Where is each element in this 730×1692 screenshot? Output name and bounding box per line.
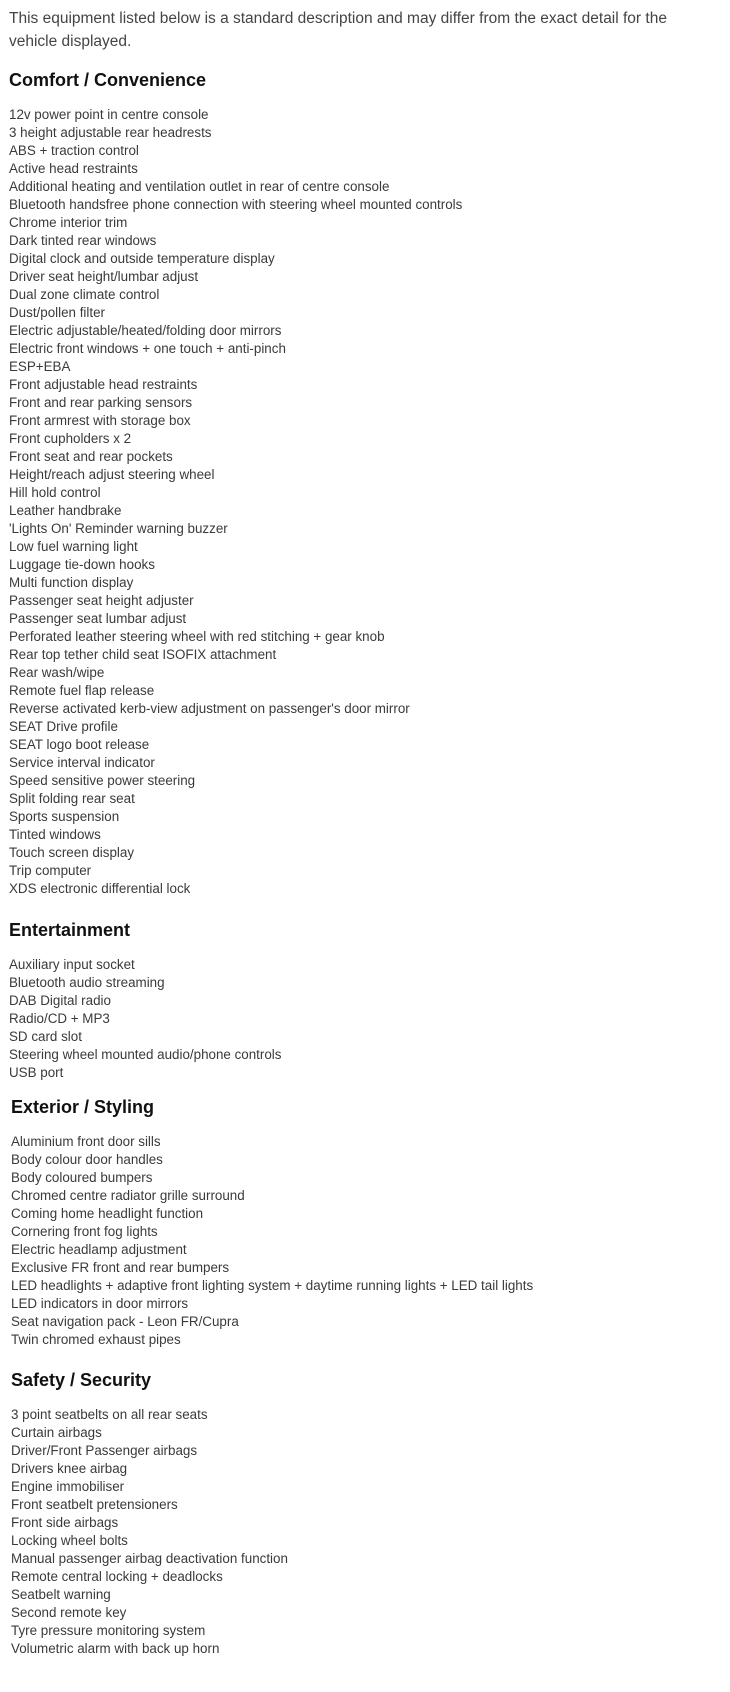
list-item: Perforated leather steering wheel with red stitching + gear knob — [9, 629, 385, 644]
list-item: ABS + traction control — [9, 143, 139, 158]
list-item: Second remote key — [11, 1605, 127, 1620]
list-item: 'Lights On' Reminder warning buzzer — [9, 521, 228, 536]
list-item: 3 point seatbelts on all rear seats — [11, 1407, 208, 1422]
list-item: Split folding rear seat — [9, 791, 135, 806]
list-item: Front armrest with storage box — [9, 413, 191, 428]
list-item: Chrome interior trim — [9, 215, 128, 230]
section-entertainment — [9, 919, 709, 1080]
list-item: Electric headlamp adjustment — [11, 1242, 187, 1257]
list-item: Front seat and rear pockets — [9, 449, 173, 464]
list-item: Coming home headlight function — [11, 1206, 204, 1221]
list-item: LED headlights + adaptive front lighting system + daytime running lights + LED tail lights — [11, 1278, 534, 1293]
section-title: Exterior / Styling — [11, 1097, 155, 1117]
list-item: Cornering front fog lights — [11, 1224, 158, 1239]
list-item: Reverse activated kerb-view adjustment on passenger's door mirror — [9, 701, 410, 716]
list-item: Steering wheel mounted audio/phone controls — [9, 1047, 282, 1062]
list-item: Body colour door handles — [11, 1152, 163, 1167]
list-item: Front side airbags — [11, 1515, 119, 1530]
list-item: 12v power point in centre console — [9, 107, 209, 122]
list-item: Remote central locking + deadlocks — [11, 1569, 223, 1584]
list-item: Bluetooth handsfree phone connection with steering wheel mounted controls — [9, 197, 463, 212]
list-item: Remote fuel flap release — [9, 683, 155, 698]
list-item: Service interval indicator — [9, 755, 155, 770]
list-item: XDS electronic differential lock — [9, 881, 191, 896]
list-item: Seatbelt warning — [11, 1587, 111, 1602]
list-item: Low fuel warning light — [9, 539, 138, 554]
list-item: Auxiliary input socket — [9, 957, 135, 972]
list-item: Dark tinted rear windows — [9, 233, 157, 248]
list-item: Speed sensitive power steering — [9, 773, 196, 788]
list-item: Seat navigation pack - Leon FR/Cupra — [11, 1314, 239, 1329]
section-safety-security — [11, 1369, 711, 1656]
list-item: Front seatbelt pretensioners — [11, 1497, 178, 1512]
list-item: Electric adjustable/heated/folding door mirrors — [9, 323, 282, 338]
list-item: USB port — [9, 1065, 64, 1080]
list-item: DAB Digital radio — [9, 993, 111, 1008]
list-item: SEAT logo boot release — [9, 737, 150, 752]
list-item: Body coloured bumpers — [11, 1170, 153, 1185]
list-item: Front adjustable head restraints — [9, 377, 198, 392]
equipment-list — [9, 106, 462, 898]
list-item: Tyre pressure monitoring system — [11, 1623, 206, 1638]
list-item: Trip computer — [9, 863, 92, 878]
list-item: Passenger seat height adjuster — [9, 593, 194, 608]
list-item: Exclusive FR front and rear bumpers — [11, 1260, 230, 1275]
list-item: Active head restraints — [9, 161, 138, 176]
section-comfort-convenience — [9, 69, 709, 896]
list-item: Manual passenger airbag deactivation function — [11, 1551, 288, 1566]
list-item: Volumetric alarm with back up horn — [11, 1641, 220, 1656]
list-item: Bluetooth audio streaming — [9, 975, 165, 990]
list-item: Drivers knee airbag — [11, 1461, 128, 1476]
list-item: Curtain airbags — [11, 1425, 102, 1440]
list-item: Dual zone climate control — [9, 287, 160, 302]
intro-text: This equipment listed below is a standard description and may differ from the exact detail for the vehicle displayed. — [9, 10, 667, 50]
list-item: Rear top tether child seat ISOFIX attachment — [9, 647, 277, 662]
list-item: Engine immobiliser — [11, 1479, 125, 1494]
list-item: Additional heating and ventilation outlet in rear of centre console — [9, 179, 390, 194]
list-item: Driver/Front Passenger airbags — [11, 1443, 198, 1458]
list-item: Radio/CD + MP3 — [9, 1011, 110, 1026]
list-item: Passenger seat lumbar adjust — [9, 611, 187, 626]
list-item: 3 height adjustable rear headrests — [9, 125, 212, 140]
list-item: Sports suspension — [9, 809, 120, 824]
list-item: Hill hold control — [9, 485, 101, 500]
section-title: Entertainment — [9, 920, 131, 940]
list-item: Front and rear parking sensors — [9, 395, 193, 410]
list-item: Electric front windows + one touch + anti-pinch — [9, 341, 286, 356]
list-item: Leather handbrake — [9, 503, 122, 518]
equipment-list — [11, 1133, 533, 1349]
list-item: Front cupholders x 2 — [9, 431, 132, 446]
equipment-list — [9, 956, 281, 1082]
list-item: Multi function display — [9, 575, 134, 590]
list-item: Luggage tie-down hooks — [9, 557, 155, 572]
list-item: Rear wash/wipe — [9, 665, 105, 680]
list-item: SD card slot — [9, 1029, 82, 1044]
list-item: Tinted windows — [9, 827, 101, 842]
list-item: ESP+EBA — [9, 359, 71, 374]
list-item: Digital clock and outside temperature display — [9, 251, 275, 266]
section-title: Comfort / Convenience — [9, 70, 207, 90]
equipment-list — [11, 1406, 288, 1658]
list-item: LED indicators in door mirrors — [11, 1296, 189, 1311]
list-item: SEAT Drive profile — [9, 719, 118, 734]
list-item: Chromed centre radiator grille surround — [11, 1188, 245, 1203]
list-item: Driver seat height/lumbar adjust — [9, 269, 199, 284]
section-title: Safety / Security — [11, 1370, 152, 1390]
list-item: Locking wheel bolts — [11, 1533, 128, 1548]
list-item: Twin chromed exhaust pipes — [11, 1332, 181, 1347]
list-item: Aluminium front door sills — [11, 1134, 161, 1149]
list-item: Height/reach adjust steering wheel — [9, 467, 215, 482]
list-item: Touch screen display — [9, 845, 135, 860]
list-item: Dust/pollen filter — [9, 305, 106, 320]
section-exterior-styling — [11, 1096, 711, 1347]
